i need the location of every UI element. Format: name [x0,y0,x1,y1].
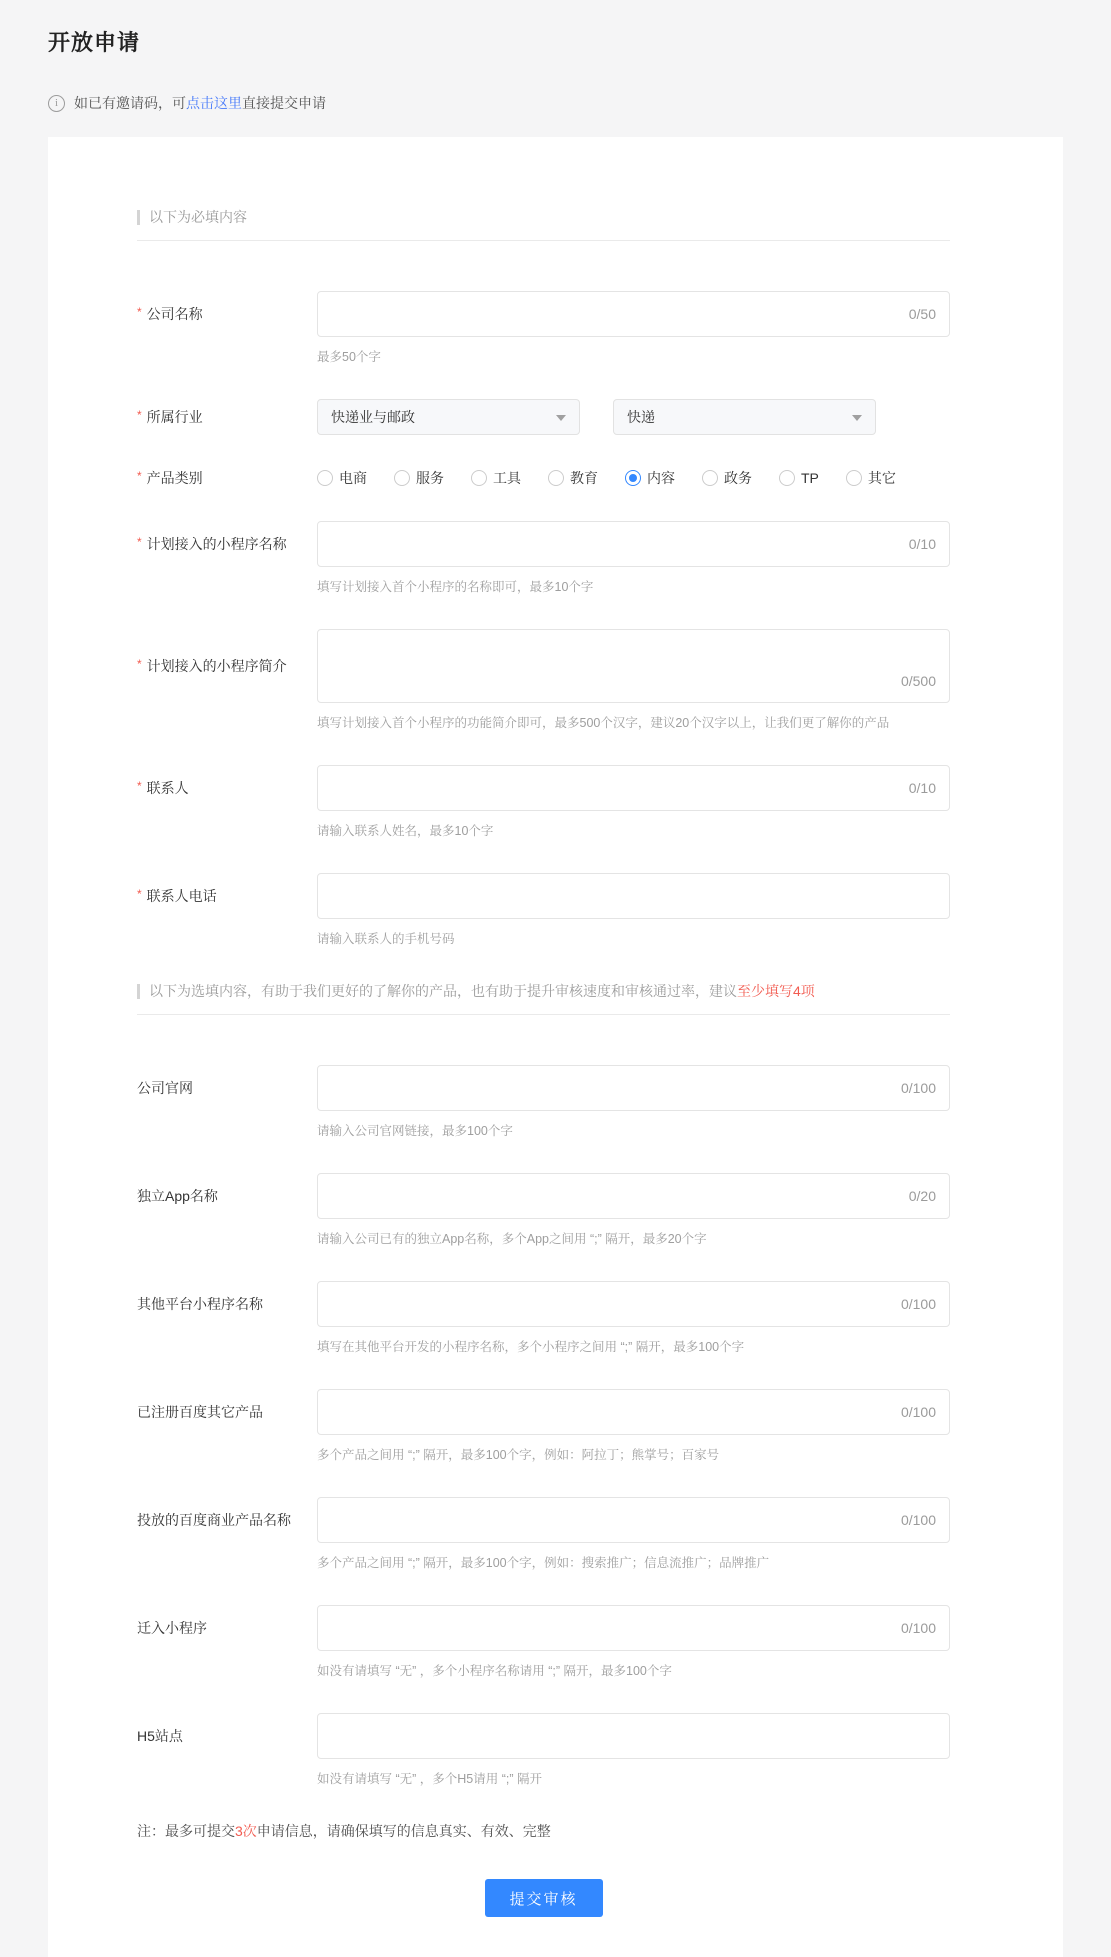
field-label: 联系人 [146,780,189,796]
chevron-down-icon [852,415,862,421]
radio-label: 电商 [339,470,367,486]
radio-label: 其它 [867,470,896,486]
industry-primary-select[interactable] [317,399,580,435]
section-title-required: 以下为必填内容 [149,209,247,225]
field-helper: 多个产品之间用 “;” 隔开，最多100个字，例如：搜索推广；信息流推广；品牌推广 [317,1556,770,1570]
field-row-migrate-mp [137,1605,950,1679]
industry-primary-value: 快递业与邮政 [331,409,415,425]
migrate-mp-input[interactable] [317,1605,950,1651]
field-row-other-platform-mp [137,1281,950,1355]
field-helper: 请输入公司已有的独立App名称，多个App之间用 “;” 隔开，最多20个字 [317,1232,707,1246]
standalone-app-input[interactable] [317,1173,950,1219]
page-title: 开放申请 [48,30,141,55]
char-counter: 0/100 [900,1080,936,1096]
industry-secondary-value: 快递 [627,409,655,425]
h5-site-input[interactable] [317,1713,950,1759]
required-asterisk: * [137,779,142,793]
required-asterisk: * [137,887,142,901]
field-helper: 多个产品之间用 “;” 隔开，最多100个字，例如：阿拉丁；熊掌号；百家号 [317,1448,720,1462]
field-helper: 请输入联系人姓名，最多10个字 [317,824,494,838]
char-counter: 0/100 [900,1404,936,1420]
field-helper: 如没有请填写 “无” ，多个小程序名称请用 “;” 隔开，最多100个字 [317,1664,672,1678]
invite-notice [48,93,1063,113]
application-form-card [48,137,1063,1957]
company-name-input[interactable] [317,291,950,337]
char-counter: 0/100 [900,1512,936,1528]
section-title-optional-main: 以下为选填内容，有助于我们更好的了解你的产品，也有助于提升审核速度和审核通过率，建议 [149,983,737,999]
field-label: 计划接入的小程序名称 [146,536,287,552]
char-counter: 0/10 [908,536,936,552]
required-asterisk: * [137,657,142,671]
other-platform-mp-input[interactable] [317,1281,950,1327]
field-label: 公司名称 [146,306,203,322]
radio-label: 工具 [493,470,521,486]
radio-label: 教育 [570,470,598,486]
char-counter: 0/10 [908,780,936,796]
note-prefix: 注：最多可提交 [137,1823,235,1839]
char-counter: 0/100 [900,1296,936,1312]
baidu-biz-products-input[interactable] [317,1497,950,1543]
note-highlight: 3次 [235,1823,257,1839]
radio-tool[interactable] [471,468,521,488]
field-row-industry [137,399,950,435]
required-asterisk: * [137,535,142,549]
section-bar [137,984,140,999]
section-divider [137,1014,950,1015]
field-helper: 请输入联系人的手机号码 [317,932,455,946]
invite-notice-prefix: 如已有邀请码，可 [74,95,186,111]
radio-circle-checked-icon [625,470,641,486]
field-row-mp-intro [137,629,950,731]
section-header-required [137,207,950,227]
field-row-baidu-biz-products [137,1497,950,1571]
field-row-app-name [137,1173,950,1247]
contact-name-input[interactable] [317,765,950,811]
radio-circle-icon [702,470,718,486]
radio-label: 服务 [416,470,444,486]
field-row-baidu-products [137,1389,950,1463]
field-label: 所属行业 [146,409,203,425]
section-header-optional [137,981,950,1001]
field-label: H5站点 [137,1728,183,1744]
field-helper: 填写计划接入首个小程序的功能简介即可，最多500个汉字，建议20个汉字以上，让我们更了解你的产品 [317,716,890,730]
field-label: 联系人电话 [146,888,217,904]
radio-ecommerce[interactable] [317,468,367,488]
required-asterisk: * [137,305,142,319]
field-label: 计划接入的小程序简介 [146,658,287,674]
field-label: 已注册百度其它产品 [137,1404,263,1420]
radio-circle-icon [846,470,862,486]
note-text [137,1821,950,1841]
required-asterisk: * [137,408,142,422]
field-label: 产品类别 [146,470,203,486]
field-row-mp-name [137,521,950,595]
radio-tp[interactable] [779,470,819,486]
company-website-input[interactable] [317,1065,950,1111]
baidu-products-input[interactable] [317,1389,950,1435]
invite-link[interactable]: 点击这里 [186,95,242,111]
section-title-optional-highlight: 至少填写4项 [737,983,815,999]
submit-review-button[interactable]: 提交审核 [485,1879,603,1917]
chevron-down-icon [556,415,566,421]
char-counter: 0/50 [908,306,936,322]
radio-content[interactable] [625,468,675,488]
field-row-company-name [137,291,950,365]
field-helper: 填写计划接入首个小程序的名称即可，最多10个字 [317,580,594,594]
field-label: 迁入小程序 [137,1620,207,1636]
field-label: 公司官网 [137,1080,193,1096]
radio-circle-icon [548,470,564,486]
field-helper: 最多50个字 [317,350,381,364]
field-label: 其他平台小程序名称 [137,1296,263,1312]
contact-phone-input[interactable] [317,873,950,919]
invite-notice-suffix: 直接提交申请 [242,95,326,111]
char-counter: 0/500 [900,673,936,689]
field-row-contact [137,765,950,839]
radio-education[interactable] [548,468,598,488]
required-asterisk: * [137,469,142,483]
industry-secondary-select[interactable] [613,399,876,435]
radio-label: TP [801,470,819,486]
radio-label: 内容 [647,470,675,486]
mp-intro-textarea[interactable] [317,629,950,703]
field-row-h5-site [137,1713,950,1787]
field-label: 独立App名称 [137,1188,218,1204]
char-counter: 0/20 [908,1188,936,1204]
radio-circle-icon [471,470,487,486]
radio-circle-icon [394,470,410,486]
section-bar [137,210,140,225]
radio-government[interactable] [702,468,752,488]
char-counter: 0/100 [900,1620,936,1636]
note-suffix: 申请信息，请确保填写的信息真实、有效、完整 [256,1823,551,1839]
field-helper: 如没有请填写 “无” ，多个H5请用 “;” 隔开 [317,1772,542,1786]
field-row-company-site [137,1065,950,1139]
radio-circle-icon [779,470,795,486]
mp-name-input[interactable] [317,521,950,567]
radio-label: 政务 [724,470,752,486]
product-category-radio-group [317,469,950,487]
section-divider [137,240,950,241]
field-helper: 填写在其他平台开发的小程序名称，多个小程序之间用 “;” 隔开，最多100个字 [317,1340,745,1354]
radio-circle-icon [317,470,333,486]
section-title-optional [149,981,815,1001]
field-helper: 请输入公司官网链接，最多100个字 [317,1124,513,1138]
info-icon: i [48,95,65,112]
field-row-product-category [137,469,950,487]
field-label: 投放的百度商业产品名称 [137,1512,291,1528]
radio-other[interactable] [846,468,896,488]
radio-service[interactable] [394,468,444,488]
field-row-contact-phone [137,873,950,947]
